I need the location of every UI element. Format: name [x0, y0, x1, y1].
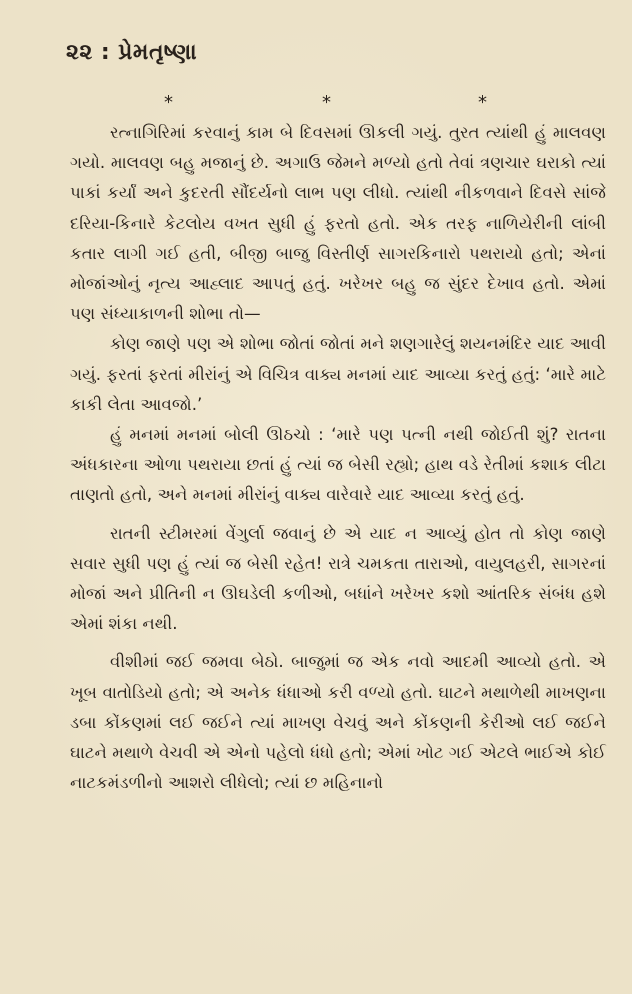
- paragraph: રત્નાગિરિમાં કરવાનું કામ બે દિવસમાં ઊકલી ગયું. તુરત ત્યાંથી હું માલવણ ગયો. માલવણ બહુ મજાનું છે. અગાઉ જેમને મળ્યો હતો તેવાં ત્રણચાર ઘરાકો ત્યાં પાકાં કર્યાં અને કુદરતી સૌંદર્યનો લાભ પણ લીધો. ત્યાંથી નીકળવાને દિવસે સાંજે દરિયા-કિનારે કેટલોય વખત સુધી હું ફરતો હતો. એક તરફ નાળિયેરીની લાંબી કતાર લાગી ગઈ હતી, બીજી બાજુ વિસ્તીર્ણ સાગરકિનારો પથરાયો હતો; એનાં મોજાંઓનું નૃત્ય આહ્લાદ આપતું હતું. ખરેખર બહુ જ સુંદર દેખાવ હતો. એમાં પણ સંધ્યાકાળની શોભા તો—: [70, 123, 606, 324]
- section-break-ornament: [0, 92, 632, 112]
- ornament-star: *: [322, 92, 331, 113]
- running-head: [66, 40, 197, 65]
- paragraph: હું મનમાં મનમાં બોલી ઊઠચો : ‘મારે પણ પત્ની નથી જોઈતી શું? રાતના અંધકારના ઓળા પથરાયા છતાં હું ત્યાં જ બેસી રહ્યો; હાથ વડે રેતીમાં કશાક લીટા તાણતો હતો, અને મનમાં મીરાંનું વાક્ય વારેવારે યાદ આવ્યા કરતું હતું.: [70, 425, 606, 505]
- ornament-star: *: [478, 92, 487, 113]
- paragraph: વીશીમાં જઈ જમવા બેઠો. બાજુમાં જ એક નવો આદમી આવ્યો હતો. એ ખૂબ વાતોડિયો હતો; એ અનેક ધંધાઓ કરી વળ્યો હતો. ઘાટને મથાળેથી માખણના ડબા કોંકણમાં લઈ જઈને ત્યાં માખણ વેચવું અને કોંકણની કેરીઓ લઈ જઈને ઘાટને મથાળે વેચવી એ એનો પહેલો ધંધો હતો; એમાં ખોટ ગઈ એટલે ભાઈએ કોઈ નાટકમંડળીનો આશરો લીધેલો; ત્યાં છ મહિનાનો: [70, 652, 606, 793]
- paragraph: રાતની સ્ટીમરમાં વેંગુર્લા જવાનું છે એ યાદ ન આવ્યું હોત તો કોણ જાણે સવાર સુધી પણ હું ત્યાં જ બેસી રહેત! રાત્રે ચમકતા તારાઓ, વાયુલહરી, સાગરનાં મોજાં અને પ્રીતિની ન ઊઘડેલી કળીઓ, બધાંને ખરેખર કશો આંતરિક સંબંધ હશે એમાં શંકા નથી.: [70, 523, 606, 634]
- chapter-title: પ્રેમતૃષ્ણા: [118, 40, 198, 65]
- page-number: ૨૨: [66, 40, 93, 65]
- body-text: [70, 118, 606, 798]
- ornament-star: *: [164, 92, 173, 113]
- paragraph: કોણ જાણે પણ એ શોભા જોતાં જોતાં મને શણગારેલું શયનમંદિર યાદ આવી ગયું. ફરતાં ફરતાં મીરાંનું એ વિચિત્ર વાક્ય મનમાં યાદ આવ્યા કરતું હતું: ‘મારે માટે કાકી લેતા આવજો.’: [70, 334, 606, 414]
- header-separator: :: [100, 40, 111, 65]
